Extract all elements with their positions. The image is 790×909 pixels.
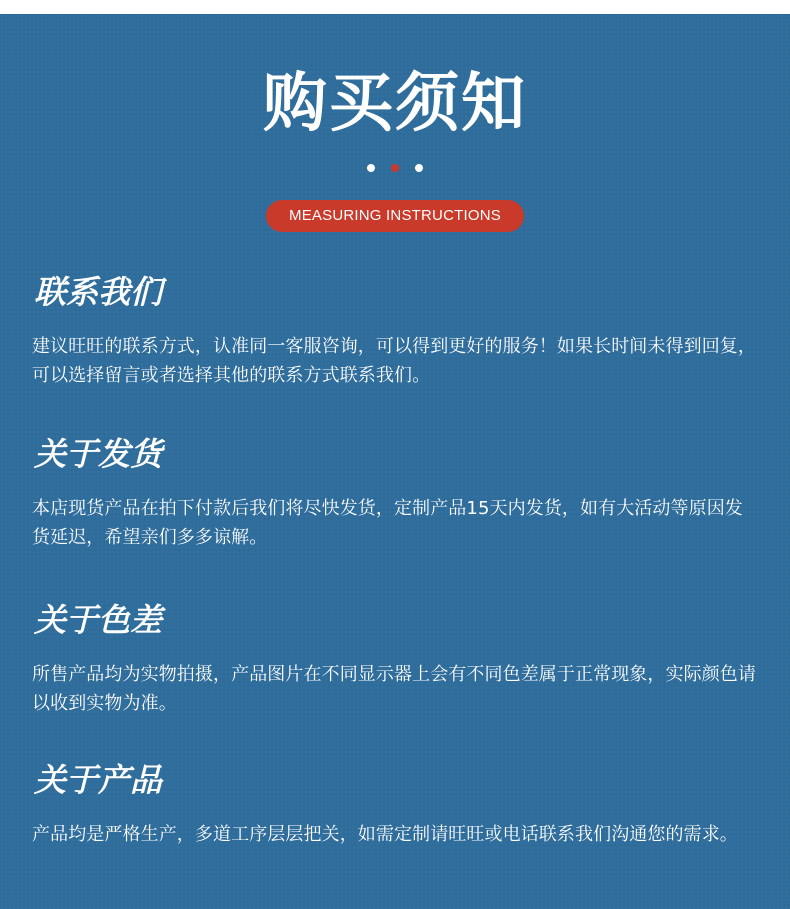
white-dot-icon (415, 164, 423, 172)
section-contact-us (32, 273, 758, 390)
section-heading (32, 273, 167, 311)
section-body-text: 本店现货产品在拍下付款后我们将尽快发货，定制产品15天内发货，如有大活动等原因发货延迟，希望亲们多多谅解。 (32, 498, 743, 548)
section-heading (32, 435, 167, 473)
section-heading-text: 关于发货 (34, 435, 163, 473)
section-product (32, 761, 758, 849)
section-heading-text: 关于产品 (34, 761, 163, 799)
section-color-difference (32, 601, 758, 718)
red-dot-icon (391, 164, 399, 172)
decorative-dots (0, 164, 790, 172)
section-heading-text: 联系我们 (34, 273, 163, 311)
section-body-text: 所售产品均为实物拍摄，产品图片在不同显示器上会有不同色差属于正常现象，实际颜色请以收到实物为准。 (32, 664, 756, 714)
section-heading (32, 761, 167, 799)
page-title: 购买须知 (263, 67, 527, 141)
section-body-text: 产品均是严格生产，多道工序层层把关，如需定制请旺旺或电话联系我们沟通您的需求。 (32, 824, 738, 845)
section-heading (32, 601, 167, 639)
subtitle-badge: MEASURING INSTRUCTIONS (266, 200, 524, 232)
white-dot-icon (367, 164, 375, 172)
section-heading-text: 关于色差 (34, 601, 163, 639)
section-body-text: 建议旺旺的联系方式，认准同一客服咨询，可以得到更好的服务！如果长时间未得到回复，可以选择留言或者选择其他的联系方式联系我们。 (32, 336, 756, 386)
section-shipping (32, 435, 758, 552)
